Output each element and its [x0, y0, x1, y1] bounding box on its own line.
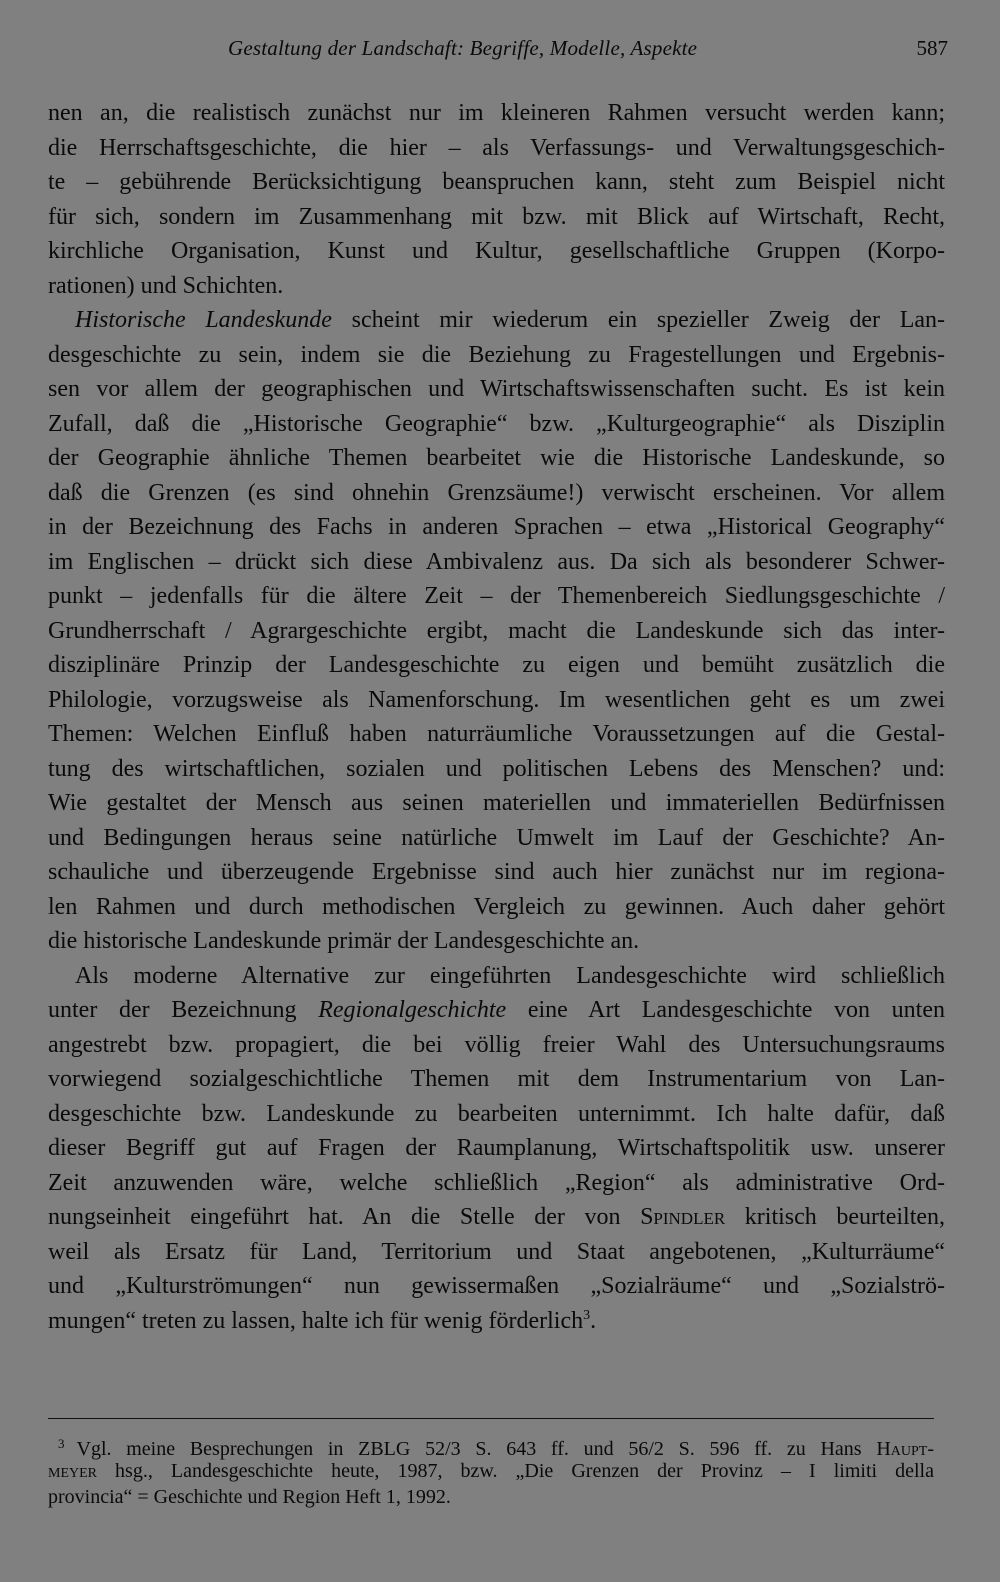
text-line: len Rahmen und durch methodischen Vergleich zu gewinnen. Auch daher gehört	[48, 893, 945, 920]
text-line: dieser Begriff gut auf Fragen der Raumplanung, Wirtschaftspolitik usw. unserer	[48, 1135, 945, 1161]
text-line: im Englischen – drückt sich diese Ambivalenz aus. Da sich als besonderer Schwer-	[48, 548, 945, 575]
emphasis-term: Regionalgeschichte	[318, 997, 507, 1023]
text-line: Zeit anzuwenden wäre, welche schließlich „Region“ als administrative Ord-	[48, 1169, 945, 1196]
footnote-mark: 3	[58, 1436, 65, 1451]
text-line: nen an, die realistisch zunächst nur im kleineren Rahmen versucht werden kann;	[48, 100, 945, 126]
text-run: scheint mir wiederum ein spezieller Zweig der Lan-	[351, 307, 945, 333]
text-line: für sich, sondern im Zusammenhang mit bzw. mit Blick auf Wirtschaft, Recht,	[48, 203, 945, 230]
footnote-line: provincia“ = Geschichte und Region Heft 1, 1992.	[48, 1486, 451, 1508]
text-line: schauliche und überzeugende Ergebnisse sind auch hier zunächst nur im regiona-	[48, 859, 945, 885]
text-run: hsg., Landesgeschichte heute, 1987, bzw. „Die Grenzen der Provinz – I limiti della	[115, 1459, 934, 1482]
text-run: kritisch beurteilten,	[744, 1204, 946, 1230]
author-name: Haupt-	[876, 1438, 934, 1460]
footnotes	[48, 1431, 934, 1511]
page-header	[48, 30, 948, 66]
text-line: disziplinäre Prinzip der Landesgeschichte zu eigen und bemüht zusätzlich die	[48, 652, 945, 678]
text-line: Als moderne Alternative zur eingeführten Landesgeschichte wird schließlich	[75, 962, 945, 989]
text-line: die Herrschaftsgeschichte, die hier – als Verfassungs- und Verwaltungsgeschich-	[48, 134, 945, 161]
text-run: nungseinheit eingeführt hat. An die Stelle der von	[48, 1204, 621, 1230]
text-line: tung des wirtschaftlichen, sozialen und politischen Lebens des Menschen? und:	[48, 755, 945, 782]
text-line: kirchliche Organisation, Kunst und Kultur, gesellschaftliche Gruppen (Korpo-	[48, 238, 945, 264]
text-line: und Bedingungen heraus seine natürliche Umwelt im Lauf der Geschichte? An-	[48, 824, 945, 851]
text-line	[48, 303, 945, 338]
footnote-separator	[48, 1418, 934, 1419]
text-line: in der Bezeichnung des Fachs in anderen Sprachen – etwa „Historical Geography“	[48, 514, 945, 540]
footnote-line	[48, 1431, 934, 1458]
text-line: desgeschichte zu sein, indem sie die Beziehung zu Fragestellungen und Ergebnis-	[48, 341, 945, 368]
page-number: 587	[916, 36, 948, 60]
text-line: Themen: Welchen Einfluß haben naturräumliche Voraussetzungen auf die Gestal-	[48, 721, 945, 747]
text-line: weil als Ersatz für Land, Territorium und Staat angebotenen, „Kulturräume“	[48, 1238, 945, 1265]
text-line: daß die Grenzen (es sind ohnehin Grenzsäume!) verwischt erscheinen. Vor allem	[48, 479, 945, 506]
author-name: Spindler	[640, 1204, 726, 1230]
text-line: punkt – jedenfalls für die ältere Zeit – der Themenbereich Siedlungsgeschichte /	[48, 583, 945, 609]
text-run: eine Art Landesgeschichte von unten	[527, 997, 945, 1023]
text-run: Vgl. meine Besprechungen in ZBLG 52/3 S. 643 ff. und 56/2 S. 596 ff. zu Hans	[76, 1438, 862, 1460]
body-text	[48, 96, 945, 1338]
text-line	[48, 993, 945, 1028]
text-line: angestrebt bzw. propagiert, die bei völlig freier Wahl des Untersuchungsraums	[48, 1031, 945, 1058]
footnote-reference: 3	[583, 1307, 591, 1323]
text-line: und „Kulturströmungen“ nun gewissermaßen „Sozialräume“ und „Sozialströ-	[48, 1273, 945, 1299]
text-line: die historische Landeskunde primär der Landesgeschichte an.	[48, 928, 640, 954]
text-run: .	[590, 1307, 597, 1334]
text-line: te – gebührende Berücksichtigung beanspruchen kann, steht zum Beispiel nicht	[48, 169, 945, 195]
text-line: desgeschichte bzw. Landeskunde zu bearbeiten unternimmt. Ich halte dafür, daß	[48, 1100, 945, 1127]
text-line: Zufall, daß die „Historische Geographie“ bzw. „Kulturgeographie“ als Disziplin	[48, 410, 945, 437]
footnote-line	[48, 1458, 934, 1485]
text-line: Grundherrschaft / Agrargeschichte ergibt, macht die Landeskunde sich das inter-	[48, 617, 945, 644]
text-line: Philologie, vorzugsweise als Namenforschung. Im wesentlichen geht es um zwei	[48, 686, 945, 713]
emphasis-term: Historische Landeskunde	[75, 307, 332, 333]
text-run: unter der Bezeichnung	[48, 997, 297, 1023]
text-run: mungen“ treten zu lassen, halte ich für wenig förderlich	[48, 1307, 584, 1334]
text-line: Wie gestaltet der Mensch aus seinen materiellen und immateriellen Bedürfnissen	[48, 790, 945, 816]
author-name: meyer	[48, 1459, 97, 1482]
text-line	[48, 1304, 945, 1339]
text-line: sen vor allem der geographischen und Wirtschaftswissenschaften sucht. Es ist kein	[48, 376, 945, 402]
text-line: rationen) und Schichten.	[48, 272, 284, 299]
text-line: der Geographie ähnliche Themen bearbeitet wie die Historische Landeskunde, so	[48, 445, 945, 471]
text-line: vorwiegend sozialgeschichtliche Themen mit dem Instrumentarium von Lan-	[48, 1066, 945, 1092]
text-line	[48, 1200, 945, 1235]
running-title: Gestaltung der Landschaft: Begriffe, Modelle, Aspekte	[228, 36, 698, 60]
